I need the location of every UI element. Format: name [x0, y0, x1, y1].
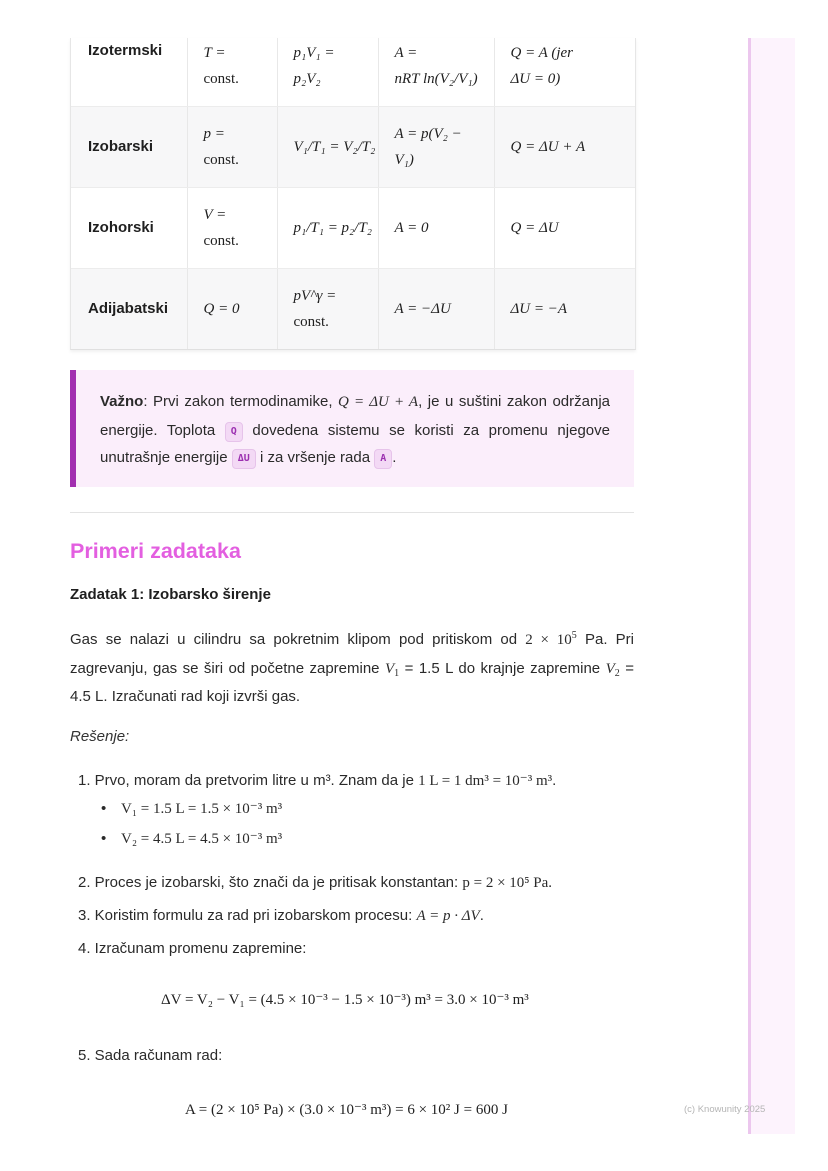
law-cell: pV^γ = const. — [277, 269, 378, 350]
step-5: 5. Sada računam rad: — [78, 1047, 223, 1064]
law-cell: p₁V₁ = p₂V₂ — [277, 38, 378, 107]
table-row — [71, 38, 635, 107]
step-1: 1. Prvo, moram da pretvorim litre u m³. Znam da je 1 L = 1 dm³ = 10⁻³ m³. — [78, 772, 557, 789]
condition-cell: V = const. — [187, 188, 277, 269]
margin-strip — [748, 38, 795, 1134]
callout-label: Važno — [100, 393, 144, 410]
task-title: Zadatak 1: Izobarsko širenje — [70, 586, 271, 603]
section-title: Primeri zadataka — [70, 539, 241, 563]
work-cell: A = −ΔU — [378, 269, 494, 350]
process-name: Adijabatski — [71, 269, 187, 350]
code-chip-du: ΔU — [232, 449, 256, 469]
section-divider — [70, 512, 634, 513]
heat-cell: Q = A (jer ΔU = 0) — [494, 38, 635, 107]
process-name: Izobarski — [71, 107, 187, 188]
unit-conversion: 1 L = 1 dm³ = 10⁻³ m³ — [418, 773, 553, 789]
process-name: Izohorski — [71, 188, 187, 269]
work-cell: A = 0 — [378, 188, 494, 269]
work-cell: A = nRT ln(V₂/V₁) — [378, 38, 494, 107]
pressure-value: $2 \times 10^5$ — [525, 630, 577, 648]
law-cell: V₁/T₁ = V₂/T₂ — [277, 107, 378, 188]
thermo-process-table — [70, 38, 636, 350]
bullet-v1: • V₁ = 1.5 L = 1.5 × 10⁻³ m³ — [101, 796, 282, 822]
task-text: Gas se nalazi u cilindru sa pokretnim klipom pod pritiskom od $2 \times 10^5$ Pa. Pri zagrevanju, gas se širi od početne zapremine $V_1 = 1.5$ L do krajnje zapremine $V_2 = 4.5$ L. Izračunati rad koji izvrši gas. — [70, 630, 635, 705]
step-4: 4. Izračunam promenu zapremine: — [78, 940, 307, 957]
table-row — [71, 269, 635, 350]
solution-label: Rešenje: — [70, 728, 130, 745]
table-row — [71, 107, 635, 188]
heat-cell: Q = ΔU + A — [494, 107, 635, 188]
heat-cell: ΔU = −A — [494, 269, 635, 350]
step-3: 3. Koristim formulu za rad pri izobarskom procesu: A = p · ΔV. — [78, 907, 484, 924]
bullet-v2: • V₂ = 4.5 L = 4.5 × 10⁻³ m³ — [101, 826, 282, 852]
work-equation: A = (2 × 10⁵ Pa) × (3.0 × 10⁻³ m³) = 6 × 10² J = 600 J — [185, 1102, 508, 1118]
condition-cell: T = const. — [187, 38, 277, 107]
law-cell: p₁/T₁ = p₂/T₂ — [277, 188, 378, 269]
step-2: 2. Proces je izobarski, što znači da je pritisak konstantan: p = 2 × 10⁵ Pa. — [78, 874, 553, 891]
work-cell: A = p(V₂ − V₁) — [378, 107, 494, 188]
table-row — [71, 188, 635, 269]
condition-cell: Q = 0 — [187, 269, 277, 350]
copyright-notice: (c) Knowunity 2025 — [684, 1104, 766, 1115]
condition-cell: p = const. — [187, 107, 277, 188]
first-law-formula: Q = ΔU + A — [338, 394, 419, 410]
code-chip-q: Q — [225, 422, 243, 442]
heat-cell: Q = ΔU — [494, 188, 635, 269]
important-callout: Važno: Prvi zakon termodinamike, Q = ΔU + A, je u suštini zakon održanja energije. Toplota Q dovedena sistemu se koristi za promenu njegove unutrašnje energije ΔU i za vršenje rada A . — [70, 370, 634, 487]
delta-v-equation: ΔV = V₂ − V₁ = (4.5 × 10⁻³ − 1.5 × 10⁻³) m³ = 3.0 × 10⁻³ m³ — [161, 992, 529, 1008]
process-name: Izotermski — [71, 38, 187, 107]
code-chip-a: A — [374, 449, 392, 469]
